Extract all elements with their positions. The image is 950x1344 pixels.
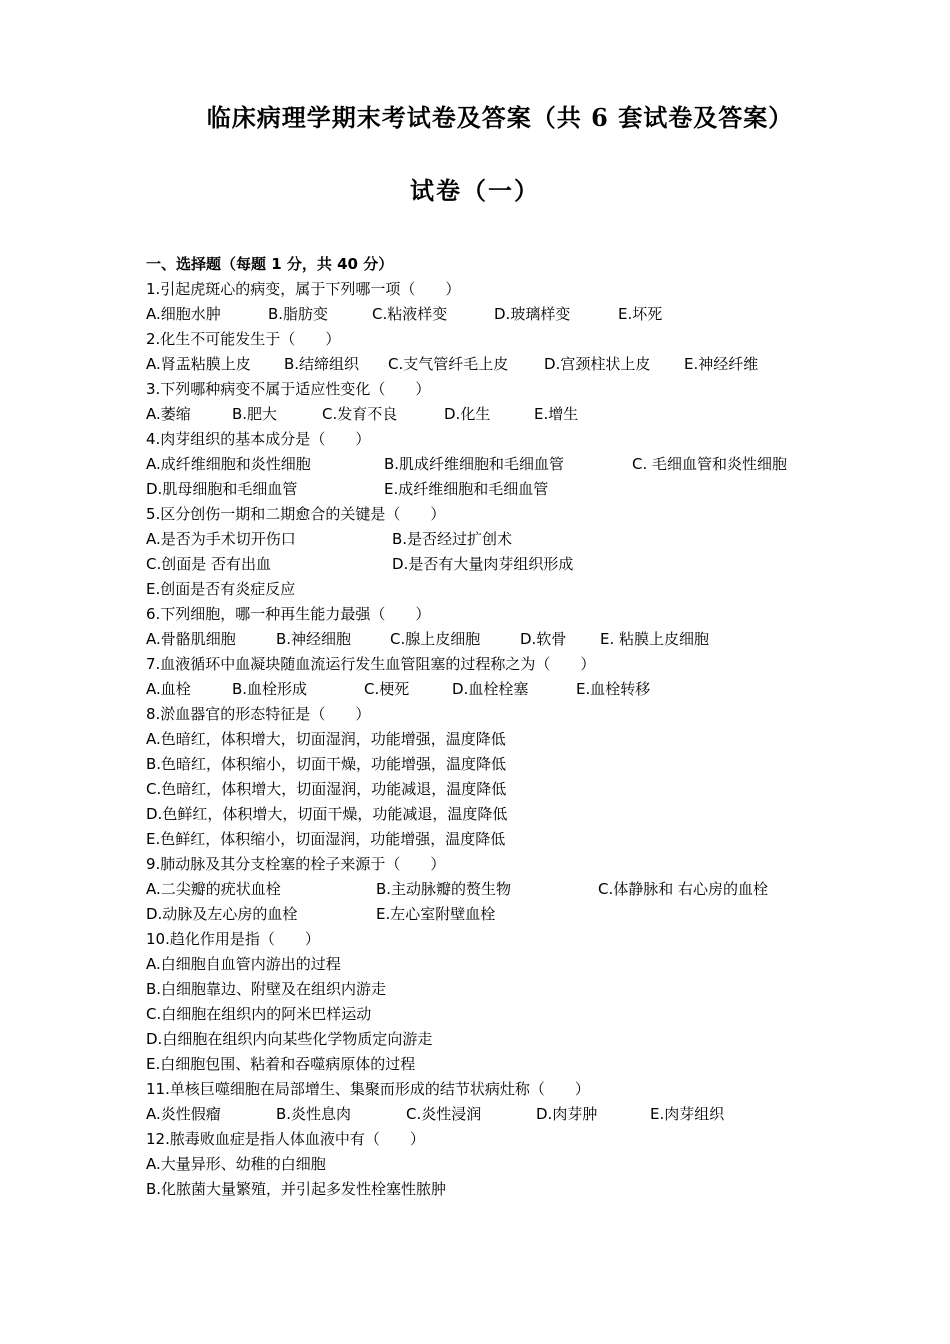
options-row (146, 402, 926, 427)
option-d: D.白细胞在组织内向某些化学物质定向游走 (146, 1030, 433, 1048)
options-row (146, 477, 926, 502)
options-row (146, 452, 926, 477)
option-e: E.色鲜红，体积缩小，切面湿润，功能增强，温度降低 (146, 830, 506, 848)
option-c: C.腺上皮细胞 (390, 630, 481, 648)
option-d: D.肉芽肿 (536, 1105, 598, 1123)
question-6: 6.下列细胞，哪一种再生能力最强（ ） (146, 605, 431, 623)
option-e: E.左心室附壁血栓 (376, 905, 496, 923)
option-a: A.大量异形、幼稚的白细胞 (146, 1155, 326, 1173)
options-row (146, 902, 926, 927)
question-10: 10.趋化作用是指（ ） (146, 930, 320, 948)
options-row (146, 352, 926, 377)
option-e: E.神经纤维 (684, 355, 759, 373)
option-c: C.色暗红，体积增大，切面湿润，功能减退，温度降低 (146, 780, 507, 798)
option-c: C.炎性浸润 (406, 1105, 482, 1123)
section-heading: 一、选择题（每题 1 分，共 40 分） (146, 255, 394, 273)
option-a: A.白细胞自血管内游出的过程 (146, 955, 341, 973)
option-c: C.白细胞在组织内的阿米巴样运动 (146, 1005, 372, 1023)
option-e: E.血栓转移 (576, 680, 651, 698)
option-b: B.脂肪变 (268, 305, 329, 323)
option-a: A.成纤维细胞和炎性细胞 (146, 455, 311, 473)
option-b: B.主动脉瓣的赘生物 (376, 880, 512, 898)
option-d: D.色鲜红，体积增大，切面干燥，功能减退，温度降低 (146, 805, 508, 823)
option-b: B.化脓菌大量繁殖，并引起多发性栓塞性脓肿 (146, 1180, 447, 1198)
option-b: B.色暗红，体积缩小，切面干燥，功能增强，温度降低 (146, 755, 507, 773)
option-b: B.神经细胞 (276, 630, 352, 648)
option-e: E.增生 (534, 405, 579, 423)
option-b: B.炎性息肉 (276, 1105, 352, 1123)
option-a: A.骨骼肌细胞 (146, 630, 236, 648)
option-a: A.炎性假瘤 (146, 1105, 221, 1123)
options-row (146, 877, 926, 902)
option-c: C.粘液样变 (372, 305, 448, 323)
option-c: C.发育不良 (322, 405, 398, 423)
option-b: B.白细胞靠边、附壁及在组织内游走 (146, 980, 387, 998)
option-b: B.肥大 (232, 405, 278, 423)
options-row (146, 1102, 926, 1127)
option-b: B.肌成纤维细胞和毛细血管 (384, 455, 565, 473)
option-d: D.玻璃样变 (494, 305, 571, 323)
option-e: E.成纤维细胞和毛细血管 (384, 480, 549, 498)
option-e: E.肉芽组织 (650, 1105, 725, 1123)
question-3: 3.下列哪种病变不属于适应性变化（ ） (146, 380, 431, 398)
option-d: D.动脉及左心房的血栓 (146, 905, 298, 923)
option-e: E.坏死 (618, 305, 663, 323)
option-b: B.血栓形成 (232, 680, 308, 698)
option-e: E.白细胞包围、粘着和吞噬病原体的过程 (146, 1055, 416, 1073)
option-a: A.细胞水肿 (146, 305, 221, 323)
question-1: 1.引起虎斑心的病变，属于下列哪一项（ ） (146, 280, 461, 298)
option-a: A.是否为手术切开伤口 (146, 530, 296, 548)
option-a: A.二尖瓣的疣状血栓 (146, 880, 281, 898)
option-c: C.支气管纤毛上皮 (388, 355, 509, 373)
options-row (146, 552, 926, 577)
question-12: 12.脓毒败血症是指人体血液中有（ ） (146, 1130, 425, 1148)
option-b: B.是否经过扩创术 (392, 530, 513, 548)
document-title: 临床病理学期末考试卷及答案（共 6 套试卷及答案） (206, 103, 794, 132)
option-c: C.创面是 否有出血 (146, 555, 272, 573)
option-c: C. 毛细血管和炎性细胞 (632, 455, 788, 473)
option-d: D.肌母细胞和毛细血管 (146, 480, 298, 498)
question-5: 5.区分创伤一期和二期愈合的关键是（ ） (146, 505, 446, 523)
question-7: 7.血液循环中血凝块随血流运行发生血管阻塞的过程称之为（ ） (146, 655, 596, 673)
options-row (146, 577, 926, 602)
question-9: 9.肺动脉及其分支栓塞的栓子来源于（ ） (146, 855, 446, 873)
question-8: 8.淤血器官的形态特征是（ ） (146, 705, 371, 723)
document-subtitle: 试卷（一） (410, 176, 540, 205)
option-c: C.体静脉和 右心房的血栓 (598, 880, 769, 898)
option-a: A.肾盂粘膜上皮 (146, 355, 251, 373)
question-11: 11.单核巨噬细胞在局部增生、集聚而形成的结节状病灶称（ ） (146, 1080, 590, 1098)
options-row (146, 302, 926, 327)
exam-content (146, 252, 926, 1202)
option-d: D.宫颈柱状上皮 (544, 355, 651, 373)
option-b: B.结缔组织 (284, 355, 360, 373)
options-row (146, 677, 926, 702)
option-e: E. 粘膜上皮细胞 (600, 630, 710, 648)
question-2: 2.化生不可能发生于（ ） (146, 330, 341, 348)
option-a: A.色暗红，体积增大，切面湿润，功能增强，温度降低 (146, 730, 506, 748)
options-row (146, 627, 926, 652)
option-d: D.血栓栓塞 (452, 680, 529, 698)
option-a: A.血栓 (146, 680, 191, 698)
option-a: A.萎缩 (146, 405, 191, 423)
options-row (146, 527, 926, 552)
question-4: 4.肉芽组织的基本成分是（ ） (146, 430, 371, 448)
option-c: C.梗死 (364, 680, 410, 698)
option-e: E.创面是否有炎症反应 (146, 580, 296, 598)
option-d: D.软骨 (520, 630, 567, 648)
option-d: D.化生 (444, 405, 491, 423)
option-d: D.是否有大量肉芽组织形成 (392, 555, 574, 573)
